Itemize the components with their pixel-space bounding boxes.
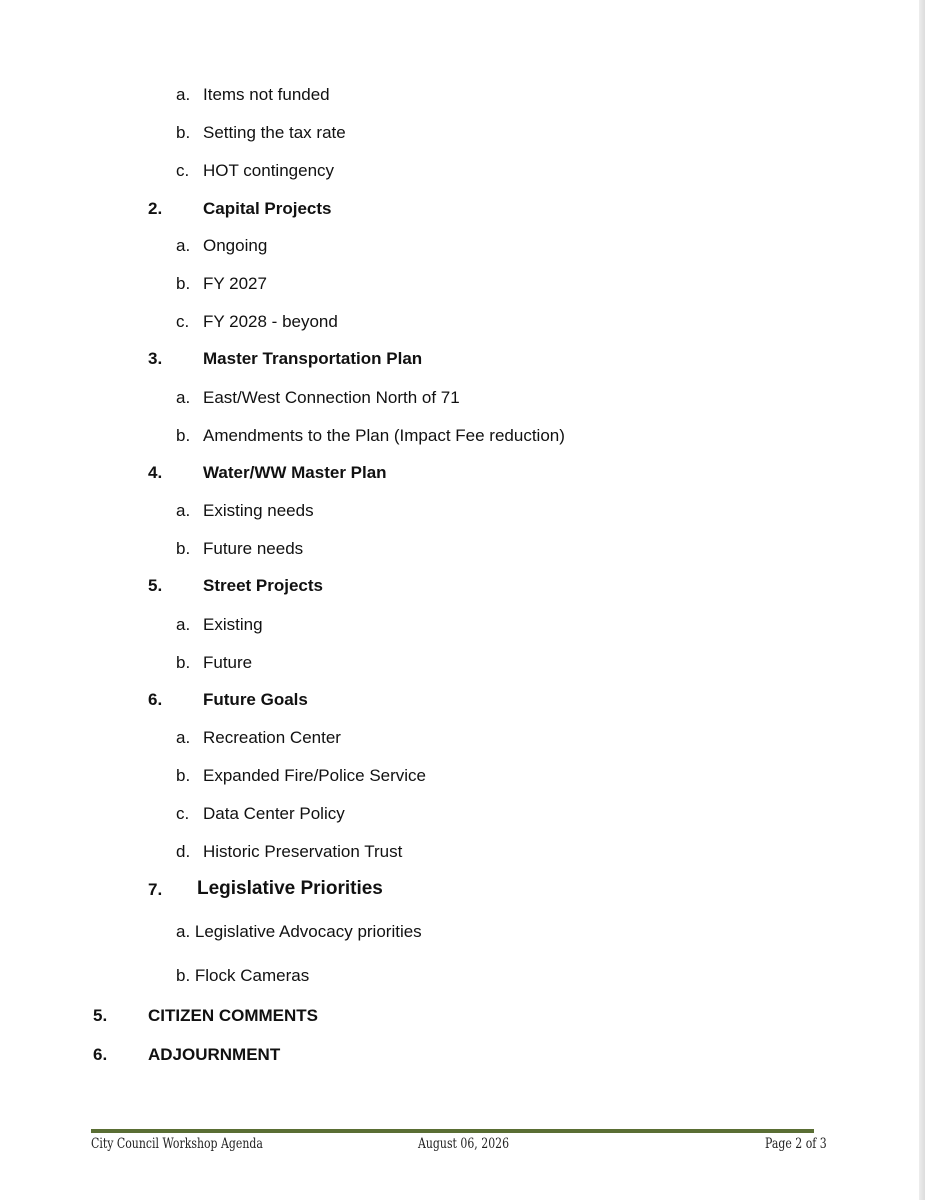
page-edge [919,0,925,1200]
section-number: 4. [148,463,163,482]
list-marker: b. [176,539,191,558]
list-item: FY 2028 - beyond [203,312,338,331]
list-item: Items not funded [203,85,330,104]
list-marker: a. [176,85,191,104]
section-title: Future Goals [203,690,308,709]
list-marker: c. [176,312,190,331]
list-item: Future needs [203,539,304,558]
agenda-number: 5. [93,1006,108,1025]
section-number: 2. [148,199,163,218]
agenda-number: 6. [93,1045,108,1064]
list-marker: b. [176,274,191,293]
section-title: Legislative Priorities [197,878,383,899]
list-item: FY 2027 [203,274,267,293]
list-marker: a. [176,236,191,255]
list-item: a. Legislative Advocacy priorities [176,922,422,941]
list-marker: a. [176,615,191,634]
list-item: Data Center Policy [203,804,345,823]
list-marker: a. [176,501,191,520]
section-number: 5. [148,576,163,595]
footer-date: August 06, 2026 [418,1136,510,1152]
list-item: Amendments to the Plan (Impact Fee reduction) [203,426,565,445]
list-item: b. Flock Cameras [176,966,310,985]
footer-document-title: City Council Workshop Agenda [91,1136,263,1152]
list-marker: b. [176,426,191,445]
section-title: Capital Projects [203,199,332,218]
footer-rule [91,1129,814,1133]
section-title: Water/WW Master Plan [203,463,387,482]
list-marker: a. [176,388,191,407]
section-number: 6. [148,690,163,709]
list-item: Expanded Fire/Police Service [203,766,427,785]
section-title: Street Projects [203,576,323,595]
list-marker: b. [176,766,191,785]
list-item: Recreation Center [203,728,341,747]
agenda-title: ADJOURNMENT [148,1045,281,1064]
agenda-title: CITIZEN COMMENTS [148,1006,318,1025]
list-item: Future [203,653,253,672]
list-marker: c. [176,804,190,823]
list-item: Existing [203,615,263,634]
section-title: Master Transportation Plan [203,349,423,368]
list-item: Ongoing [203,236,268,255]
footer-page-number: Page 2 of 3 [765,1136,827,1152]
list-marker: b. [176,653,191,672]
list-item: Historic Preservation Trust [203,842,403,861]
list-marker: a. [176,728,191,747]
list-marker: b. [176,123,191,142]
list-item: HOT contingency [203,161,335,180]
list-marker: c. [176,161,190,180]
list-item: East/West Connection North of 71 [203,388,460,407]
section-number: 3. [148,349,163,368]
list-item: Existing needs [203,501,314,520]
list-marker: d. [176,842,191,861]
list-item: Setting the tax rate [203,123,346,142]
section-number: 7. [148,880,163,899]
